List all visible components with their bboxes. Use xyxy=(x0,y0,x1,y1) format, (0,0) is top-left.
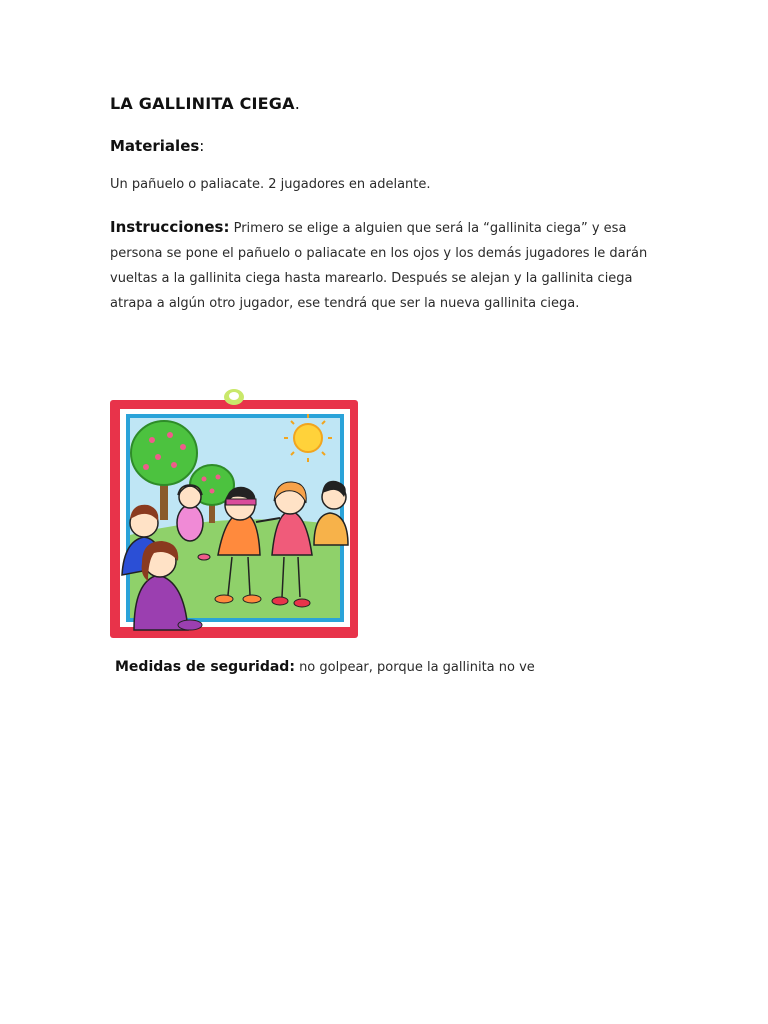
instructions-text: Primero se elige a alguien que será la “gallinita ciega” y esa persona se pone el pañuelo o paliacate en los ojos y los demás jugadores le darán vueltas a la gallinita ciega hasta marearlo. Después se alejan y la gallinita ciega atrapa a algún otro jugador, ese tendrá que ser la nueva gallinita ciega. xyxy=(110,221,648,311)
instructions-heading: Instrucciones: xyxy=(110,218,230,236)
blindfold xyxy=(226,499,256,505)
materials-heading-text: Materiales xyxy=(110,137,200,155)
hanger-hole xyxy=(229,392,239,400)
materials-text: Un pañuelo o paliacate. 2 jugadores en adelante. xyxy=(110,177,431,192)
illustration-svg xyxy=(108,385,362,641)
safety-heading: Medidas de seguridad: xyxy=(115,659,295,675)
document-title xyxy=(110,94,300,113)
materials-heading-colon: : xyxy=(199,137,205,155)
instructions-paragraph xyxy=(110,215,670,316)
safety-paragraph xyxy=(115,659,535,675)
safety-text: no golpear, porque la gallinita no ve xyxy=(299,660,535,675)
title-period: . xyxy=(294,94,301,113)
title-text: LA GALLINITA CIEGA xyxy=(110,94,295,113)
materials-heading xyxy=(110,137,204,155)
children-playing-illustration xyxy=(108,385,362,641)
